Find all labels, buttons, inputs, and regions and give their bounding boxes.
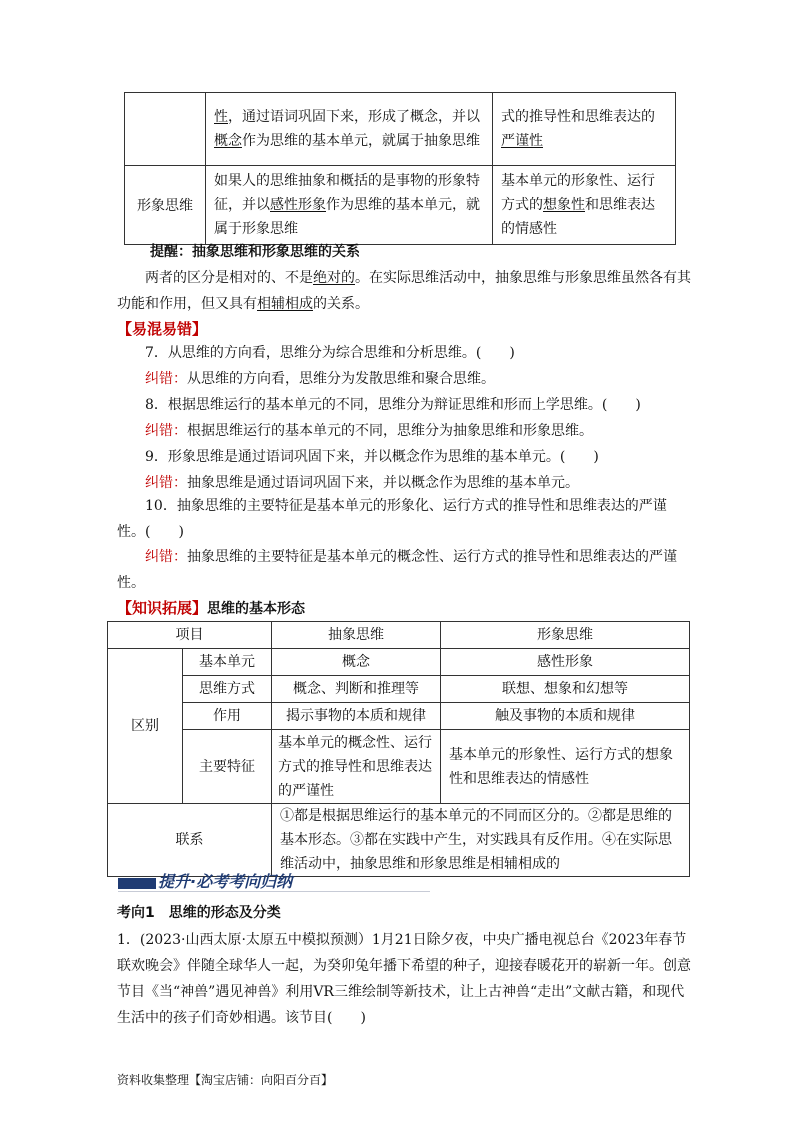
question-item: 8．根据思维运行的基本单元的不同，思维分为辩证思维和形而上学思维。( ) [145,397,641,413]
underlined-term: 想象性 [543,197,585,213]
table-row [125,93,676,166]
table-header: 抽象思维 [272,622,441,649]
row-label: 主要特征 [183,730,272,804]
correction-item: 纠错：根据思维运行的基本单元的不同，思维分为抽象思维和形象思维。 [145,423,593,439]
banner-title: 提升·必考考向归纳 [158,872,293,891]
table-header-row [108,622,690,649]
banner-divider [118,891,430,892]
section-heading: 【知识拓展】 [117,599,208,617]
direction-title: 考向1 思维的形态及分类 [117,905,281,921]
section-banner [118,874,430,892]
question-item: 9．形象思维是通过语词巩固下来，并以概念作为思维的基本单元。( ) [145,449,599,465]
table-header: 形象思维 [441,622,690,649]
table-cell: 基本单元的形象性、运行方式的想象性和思维表达的情感性 [441,730,690,804]
question-paragraph: 1．(2023·山西太原·太原五中模拟预测）1月21日除夕夜，中央广播电视总台《2023年春节联欢晚会》伴随全球华人一起，为癸卯兔年播下希望的种子，迎接春暖花开的崭新一年。创意节目《当“神兽”遇见神兽》利用VR三维绘制等新技术，让上古神兽“走出”文献古籍，和现代生活中的孩子们奇妙相遇。该节目( ) [117,932,691,1026]
row-label: 作用 [183,703,272,730]
table-row [108,703,690,730]
table-row [108,804,690,877]
underlined-term: 性 [214,109,228,125]
correction-item: 纠错：从思维的方向看，思维分为发散思维和聚合思维。 [145,371,495,387]
footer-text: 资料收集整理【淘宝店铺：向阳百分百】 [117,1073,334,1087]
table-cell: 揭示事物的本质和规律 [272,703,441,730]
row-label: 联系 [108,804,272,877]
underlined-term: 相辅相成 [257,296,313,312]
table-row [108,649,690,676]
table-cell: 触及事物的本质和规律 [441,703,690,730]
table-cell: 概念、判断和推理等 [272,676,441,703]
table-cell: 如果人的思维抽象和概括的是事物的形象特征，并以感性形象作为思维的基本单元，就属于形象思维 [206,166,493,245]
row-label: 思维方式 [183,676,272,703]
underlined-term: 绝对的 [313,270,355,286]
table-cell-empty [125,93,206,166]
table-row [108,730,690,804]
question-item: 10．抽象思维的主要特征是基本单元的形象化、运行方式的推导性和思维表达的严谨性。( ) [117,498,667,540]
question-item: 7．从思维的方向看，思维分为综合思维和分析思维。( ) [145,345,515,361]
table-continued [124,92,676,245]
table-cell: 感性形象 [441,649,690,676]
table-cell: 基本单元的概念性、运行方式的推导性和思维表达的严谨性 [272,730,441,804]
table-cell: ①都是根据思维运行的基本单元的不同而区分的。②都是思维的基本形态。③都在实践中产生，对实践具有反作用。④在实际思维活动中，抽象思维和形象思维是相辅相成的 [272,804,690,877]
table-cell: 性，通过语词巩固下来，形成了概念，并以概念作为思维的基本单元，就属于抽象思维 [206,93,493,166]
underlined-term: 感性形象 [270,197,326,213]
forms-table [107,621,690,877]
section-heading: 【易混易错】 [117,320,208,338]
reminder-paragraph: 两者的区分是相对的、不是绝对的。在实际思维活动中，抽象思维与形象思维虽然各有其功能和作用，但又具有相辅相成的关系。 [117,270,691,312]
table-row [108,676,690,703]
row-label: 基本单元 [183,649,272,676]
group-label: 区别 [108,649,183,804]
table-cell: 概念 [272,649,441,676]
table-header: 项目 [108,622,272,649]
expansion-heading-line [117,597,305,620]
correction-item: 纠错：抽象思维是通过语词巩固下来，并以概念作为思维的基本单元。 [145,475,579,491]
table-cell-label: 形象思维 [125,166,206,245]
underlined-term: 严谨性 [501,133,543,149]
banner-bar [118,878,156,889]
reminder-title: 提醒：抽象思维和形象思维的关系 [150,244,360,260]
table-cell: 基本单元的形象性、运行方式的想象性和思维表达的情感性 [493,166,676,245]
underlined-term: 概念 [214,133,242,149]
correction-item: 纠错：抽象思维的主要特征是基本单元的概念性、运行方式的推导性和思维表达的严谨性。 [117,549,677,591]
table-cell: 联想、想象和幻想等 [441,676,690,703]
table-cell: 式的推导性和思维表达的严谨性 [493,93,676,166]
expansion-title: 思维的基本形态 [207,601,306,617]
table-row [125,166,676,245]
